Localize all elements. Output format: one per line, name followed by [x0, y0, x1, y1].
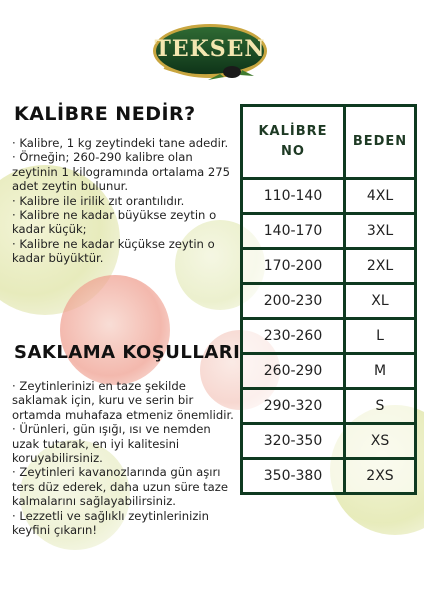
bullet-dot-icon: · [12, 508, 20, 523]
list-item-text: Örneğin; 260-290 kalibre olan zeytinin 1 kilogramında ortalama 275 adet zeytin bulunur. [12, 150, 231, 194]
list-item-text: Ürünleri, gün ışığı, ısı ve nemden uzak tutarak, en iyi kalitesini koruyabilirsiniz. [12, 422, 211, 466]
kalibre-bullet-list [12, 136, 237, 266]
list-item [12, 208, 237, 237]
list-item [12, 509, 240, 538]
list-item-text: Zeytinlerinizi en taze şekilde saklamak için, kuru ve serin bir ortamda muhafaza etmeniz önemlidir. [12, 379, 234, 422]
brand-name: TEKSEN [154, 36, 266, 62]
beden-cell: XL [345, 284, 416, 319]
table-header-row [242, 106, 416, 179]
kalibre-cell: 290-320 [242, 389, 345, 424]
kalibre-cell: 140-170 [242, 214, 345, 249]
beden-cell: M [345, 354, 416, 389]
list-item-text: Kalibre ile irilik zıt orantılıdır. [19, 193, 185, 208]
brand-logo [150, 20, 270, 84]
beden-cell: L [345, 319, 416, 354]
table-row [242, 424, 416, 459]
size-table [240, 104, 417, 495]
kalibre-cell: 260-290 [242, 354, 345, 389]
list-item [12, 150, 237, 193]
table-row [242, 459, 416, 494]
list-item-text: Kalibre ne kadar küçükse zeytin o kadar büyüktür. [12, 236, 215, 266]
kalibre-cell: 200-230 [242, 284, 345, 319]
saklama-bullet-list [12, 379, 240, 537]
table-row [242, 214, 416, 249]
bullet-dot-icon: · [12, 193, 20, 208]
list-item-text: Lezzetli ve sağlıklı zeytinlerinizin keyfini çıkarın! [12, 508, 209, 538]
table-row [242, 389, 416, 424]
section-title-saklama: SAKLAMA KOŞULLARI [14, 342, 241, 363]
kalibre-cell: 320-350 [242, 424, 345, 459]
list-item-text: Zeytinleri kavanozlarında gün aşırı ters düz ederek, daha uzun süre taze kalmalarını sağlayabilirsiniz. [12, 465, 229, 509]
list-item [12, 422, 240, 465]
olive-decoration [60, 275, 170, 385]
list-item [12, 136, 237, 150]
bullet-dot-icon: · [12, 136, 20, 150]
kalibre-cell: 230-260 [242, 319, 345, 354]
bullet-dot-icon: · [12, 236, 20, 251]
bullet-dot-icon: · [12, 465, 20, 480]
table-row [242, 319, 416, 354]
list-item-text: Kalibre ne kadar büyükse zeytin o kadar küçük; [12, 208, 217, 237]
list-item [12, 237, 237, 266]
table-row [242, 179, 416, 214]
kalibre-cell: 170-200 [242, 249, 345, 284]
header-text: KALİBRE NO [258, 124, 328, 159]
list-item [12, 379, 240, 422]
table-row [242, 249, 416, 284]
header-kalibre-no [242, 106, 345, 179]
bullet-dot-icon: · [12, 150, 20, 165]
beden-cell: 4XL [345, 179, 416, 214]
list-item [12, 465, 240, 508]
list-item-text: Kalibre, 1 kg zeytindeki tane adedir. [19, 136, 229, 150]
beden-cell: 2XS [345, 459, 416, 494]
header-beden: BEDEN [345, 106, 416, 179]
kalibre-cell: 350-380 [242, 459, 345, 494]
beden-cell: 2XL [345, 249, 416, 284]
kalibre-cell: 110-140 [242, 179, 345, 214]
table-row [242, 354, 416, 389]
section-title-kalibre: KALİBRE NEDİR? [14, 103, 196, 125]
bullet-dot-icon: · [12, 208, 20, 223]
beden-cell: 3XL [345, 214, 416, 249]
table-row [242, 284, 416, 319]
bullet-dot-icon: · [12, 422, 20, 437]
beden-cell: S [345, 389, 416, 424]
list-item [12, 194, 237, 208]
beden-cell: XS [345, 424, 416, 459]
bullet-dot-icon: · [12, 379, 20, 393]
